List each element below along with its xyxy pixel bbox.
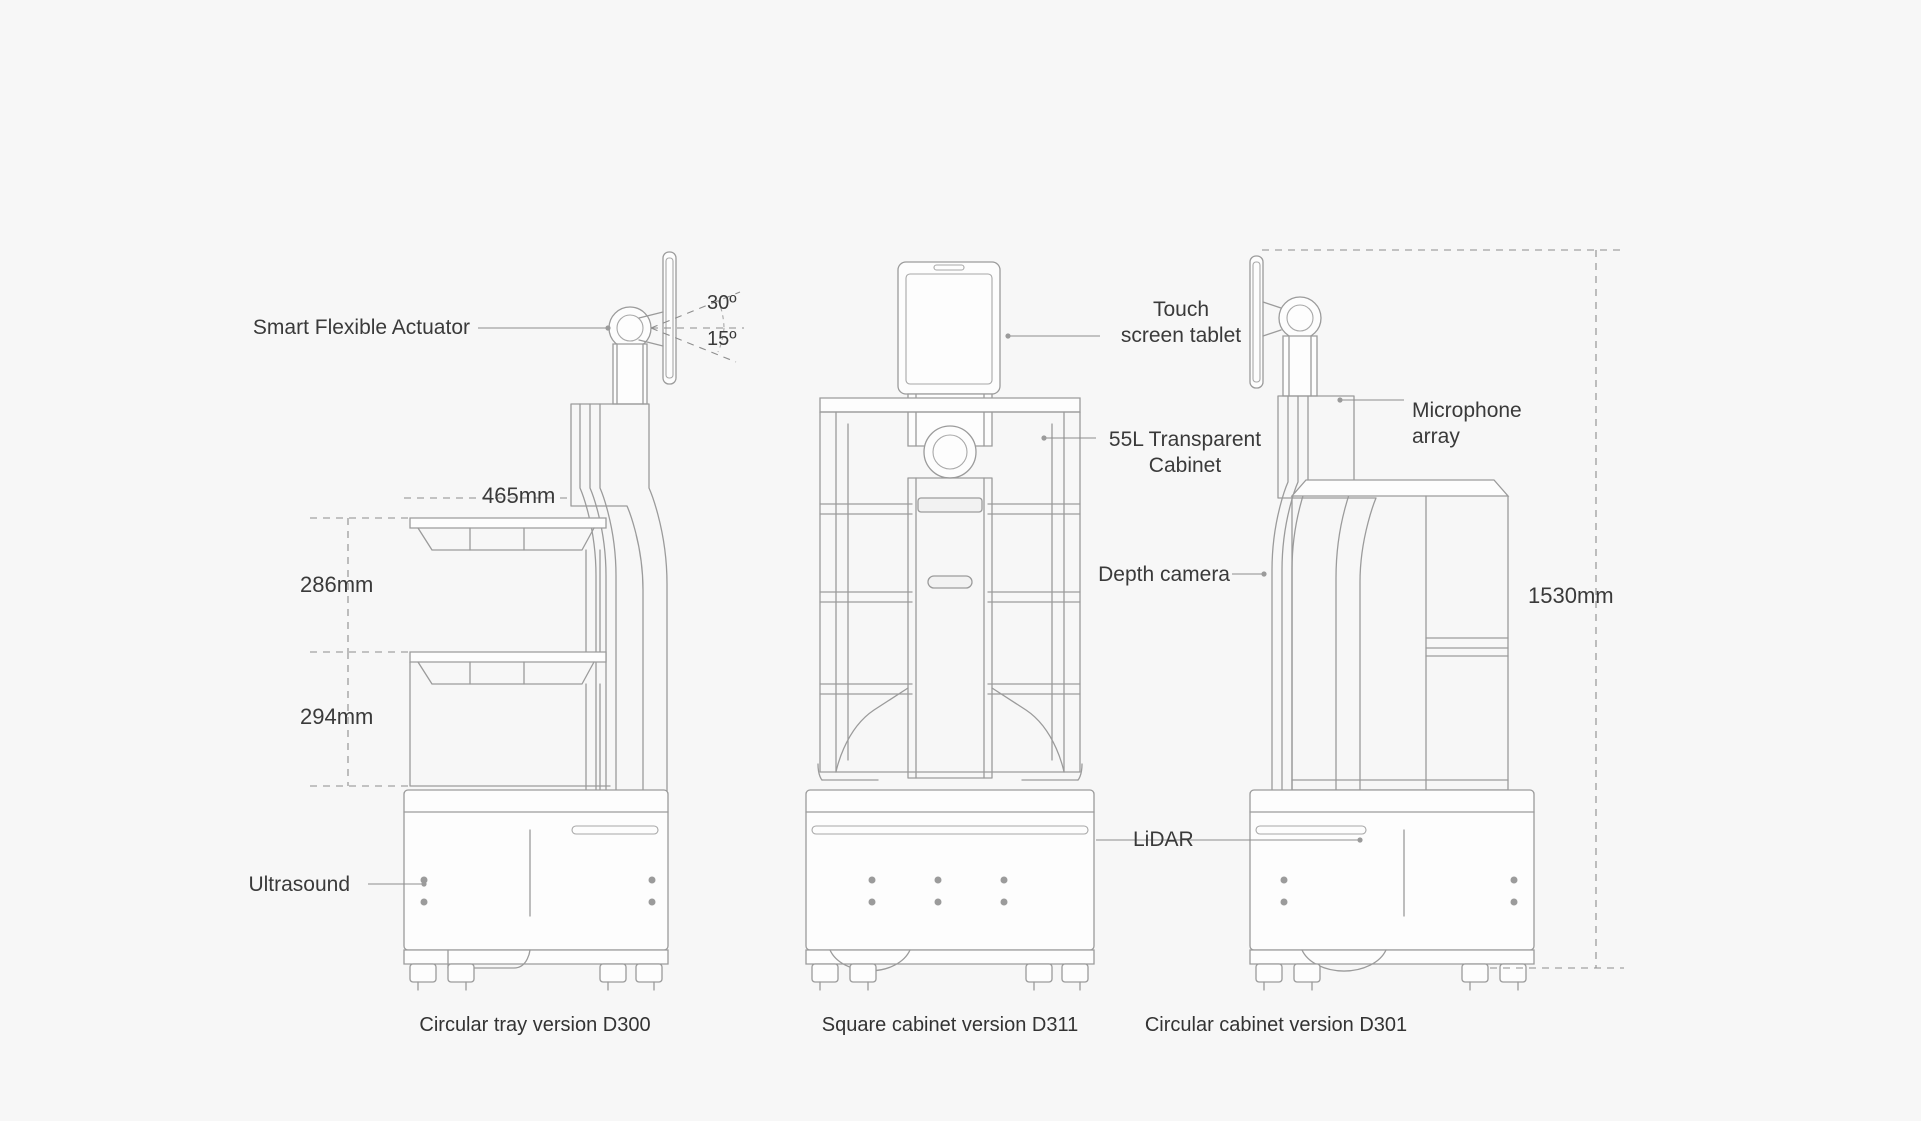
dimension-tray-gap-286: 286mm <box>300 572 374 597</box>
callout-touch-screen-tablet: Touch screen tablet <box>1120 298 1242 347</box>
robot-d311-drawing <box>806 262 1094 990</box>
robot-d301-drawing <box>1250 256 1534 990</box>
callout-microphone-array: Microphone array <box>1412 399 1522 448</box>
callout-transparent-cabinet: 55L Transparent Cabinet <box>1108 428 1262 477</box>
caption-d300: Circular tray version D300 <box>419 1014 651 1036</box>
dimension-width-465: 465mm <box>482 483 556 508</box>
caption-d301: Circular cabinet version D301 <box>1144 1014 1408 1036</box>
dimension-tray-gap-294: 294mm <box>300 704 374 729</box>
caption-d311: Square cabinet version D311 <box>821 1014 1079 1036</box>
dimension-lines-d300 <box>310 498 570 786</box>
angle-30-label: 30º <box>707 292 737 314</box>
robot-d300-drawing <box>404 252 676 990</box>
callout-lidar: LiDAR <box>1133 828 1194 851</box>
callout-smart-flexible-actuator: Smart Flexible Actuator <box>252 316 470 339</box>
callout-ultrasound: Ultrasound <box>248 873 350 896</box>
angle-15-label: 15º <box>707 328 737 350</box>
callout-depth-camera: Depth camera <box>1098 563 1230 586</box>
dimension-height-1530: 1530mm <box>1528 583 1614 608</box>
